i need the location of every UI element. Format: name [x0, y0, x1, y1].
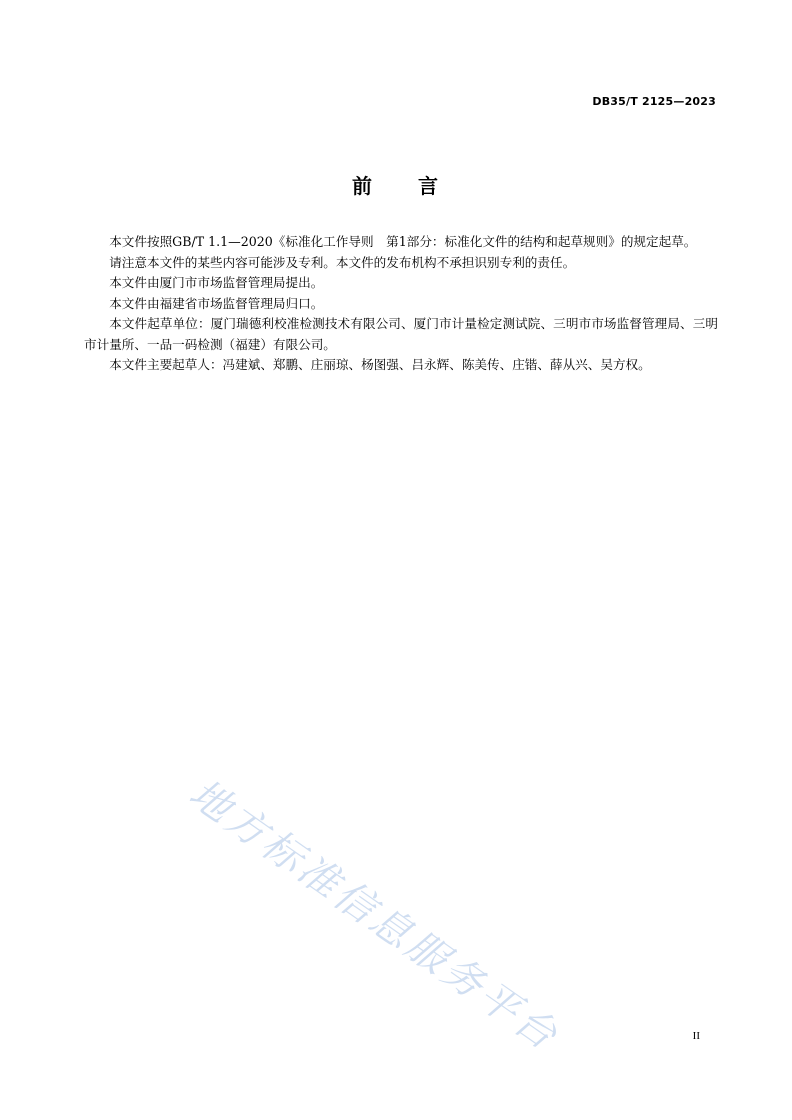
paragraph-drafters: 本文件主要起草人：冯建斌、郑鹏、庄丽琼、杨图强、吕永辉、陈美传、庄锴、薛从兴、吴方权。	[109, 357, 651, 372]
page-title: 前 言	[352, 174, 440, 198]
watermark: 地方标准信息服务平台	[180, 770, 568, 1061]
paragraph-centralized-by: 本文件由福建省市场监督管理局归口。	[109, 295, 324, 311]
paragraph-proposed-by: 本文件由厦门市市场监督管理局提出。	[109, 275, 324, 290]
paragraph-drafting-rules: 本文件按照GB/T 1.1—2020《标准化工作导则 第1部分：标准化文件的结构和起草规则》的规定起草。	[109, 234, 697, 249]
page-number: II	[692, 1030, 700, 1042]
paragraph-drafting-units: 本文件起草单位：厦门瑞德利校准检测技术有限公司、厦门市计量检定测试院、三明市市场监督管理局、三明市计量所、一品一码检测（福建）有限公司。	[84, 316, 718, 352]
document-body	[84, 232, 718, 376]
paragraph-patent-notice: 请注意本文件的某些内容可能涉及专利。本文件的发布机构不承担识别专利的责任。	[109, 254, 576, 270]
document-code: DB35/T 2125—2023	[592, 95, 716, 108]
